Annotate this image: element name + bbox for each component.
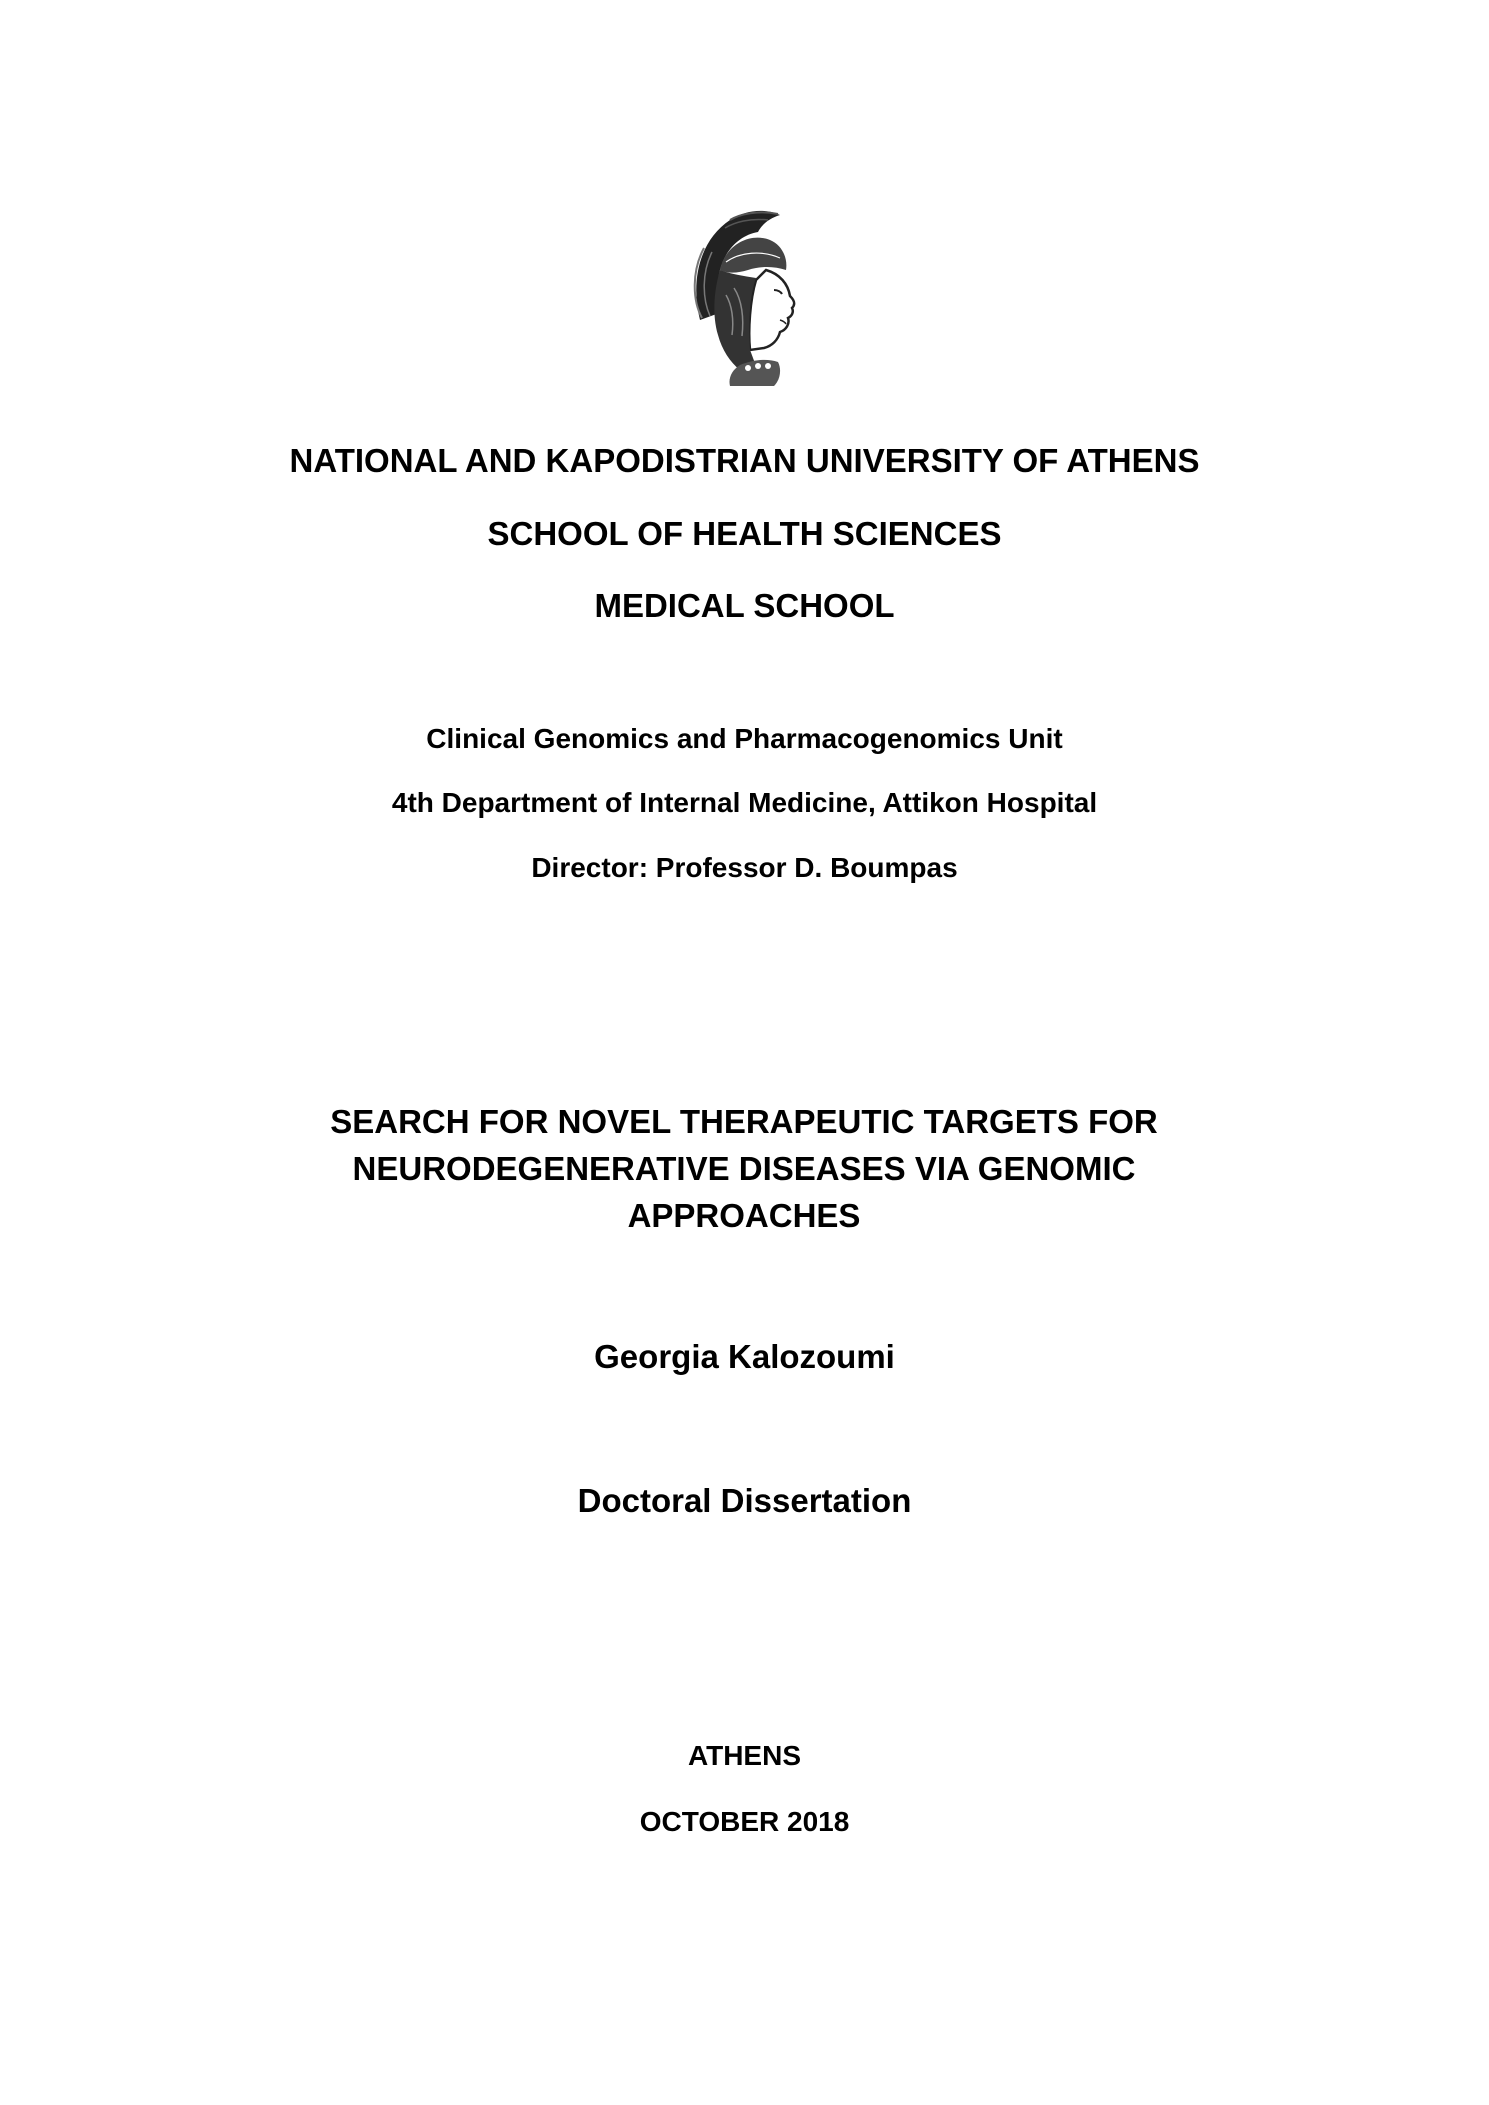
thesis-title-line: SEARCH FOR NOVEL THERAPEUTIC TARGETS FOR — [330, 1103, 1158, 1140]
thesis-title-line: APPROACHES — [627, 1197, 861, 1234]
unit-name: Clinical Genomics and Pharmacogenomics Unit — [426, 723, 1063, 754]
document-type: Doctoral Dissertation — [577, 1482, 912, 1519]
author-name: Georgia Kalozoumi — [594, 1338, 895, 1375]
department-name: 4th Department of Internal Medicine, Attikon Hospital — [391, 787, 1098, 818]
date: OCTOBER 2018 — [639, 1806, 850, 1837]
thesis-title-line: NEURODEGENERATIVE DISEASES VIA GENOMIC — [352, 1150, 1136, 1187]
athena-head-emblem-icon — [670, 200, 820, 390]
school-name: SCHOOL OF HEALTH SCIENCES — [487, 515, 1002, 552]
university-name: NATIONAL AND KAPODISTRIAN UNIVERSITY OF ATHENS — [289, 442, 1200, 479]
director-name: Director: Professor D. Boumpas — [531, 852, 958, 883]
city: ATHENS — [687, 1740, 802, 1771]
faculty-name: MEDICAL SCHOOL — [594, 587, 895, 624]
thesis-title — [244, 1098, 1244, 1239]
